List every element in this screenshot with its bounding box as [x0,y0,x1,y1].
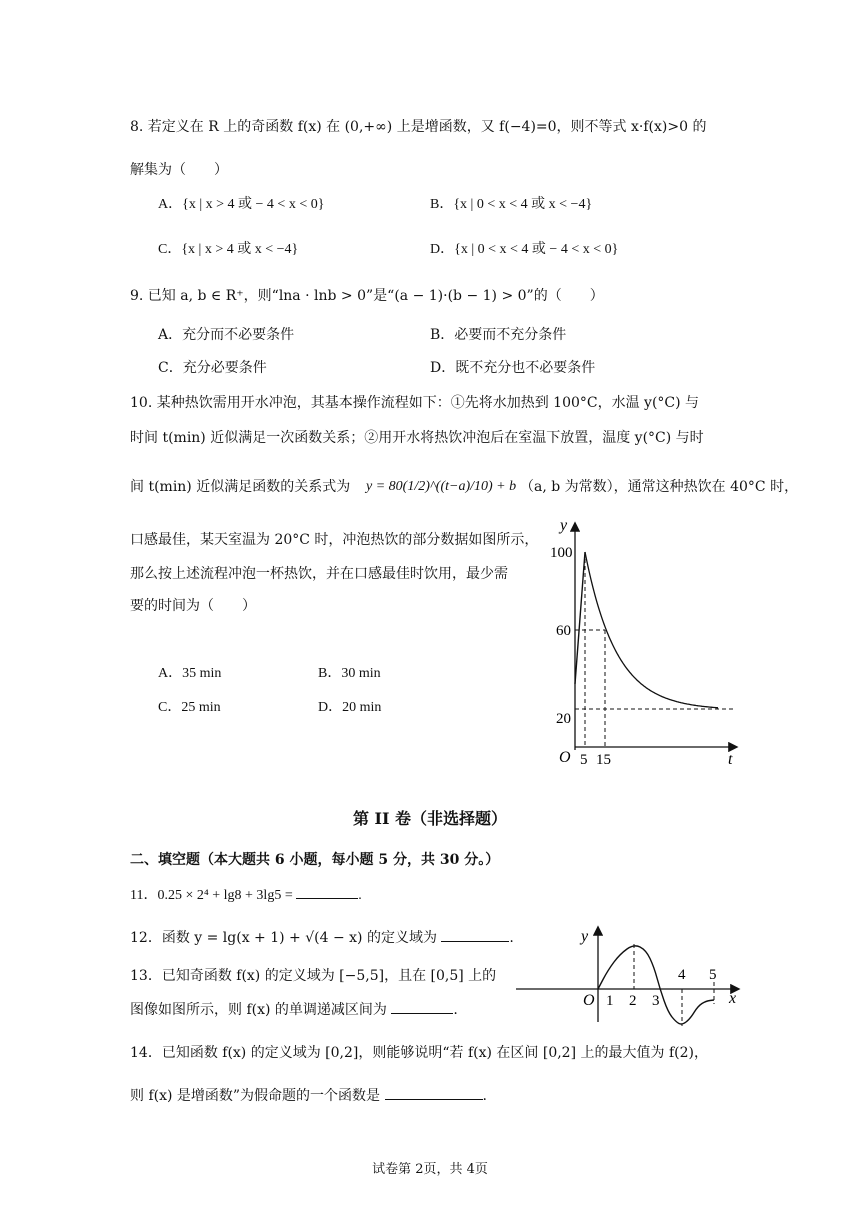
q14-stem-line2 [130,1086,487,1106]
q10-option-a: A．35 min [158,666,222,681]
q14-stem-line1: 14．已知函数 f(x) 的定义域为 [0,2]，则能够说明“若 f(x) 在区间 [0,2] 上的最大值为 f(2)， [130,1045,708,1061]
q14-period: . [482,1088,487,1104]
q9-option-d: D．既不充分也不必要条件 [430,360,596,376]
q12-text: 12．函数 y = lg(x + 1) + √(4 − x) 的定义域为 [130,930,437,946]
q10-heating-segment [575,552,585,684]
q10-stem-line6: 要的时间为（ ） [130,598,256,614]
q13-text: 图像如图所示，则 f(x) 的单调递减区间为 [130,1002,387,1018]
q13-function-curve [598,946,714,1024]
q10-stem-line1: 10. 某种热饮需用开水冲泡，其基本操作流程如下：①先将水加热到 100°C，水温 y(°C) 与 [130,395,700,411]
q8-stem-line1: 8. 若定义在 R 上的奇函数 f(x) 在 (0,+∞) 上是增函数，又 f(−4)=0，则不等式 x·f(x)>0 的 [130,119,707,135]
fill-in-header: 二、填空题（本大题共 6 小题，每小题 5 分，共 30 分。） [130,852,500,868]
q13-tick-1: 1 [606,993,614,1009]
section-ii-title: 第 II 卷（非选择题） [352,809,508,828]
q10-stem-line3-post: （a, b 为常数），通常这种热饮在 40°C 时， [520,479,799,495]
q8-stem-line2: 解集为（ ） [130,162,228,178]
q10-stem-line2: 时间 t(min) 近似满足一次函数关系；②用开水将热饮冲泡后在室温下放置，温度 y(°C) 与时 [130,430,704,446]
q9-option-a: A．充分而不必要条件 [158,327,295,343]
q10-y-axis-label: y [560,517,568,534]
q9-stem: 9. 已知 a, b ∈ R⁺，则“lna · lnb > 0”是“(a − 1)·(b − 1) > 0”的（ ） [130,288,604,304]
q14-text: 则 f(x) 是增函数”为假命题的一个函数是 [130,1088,381,1104]
q10-stem-line5: 那么按上述流程冲泡一杯热饮，并在口感最佳时饮用，最少需 [130,566,508,582]
q10-y-tick-100: 100 [550,545,573,561]
q10-x-axis-label: t [728,751,733,768]
q13-tick-3: 3 [652,993,660,1009]
q12-stem [130,928,514,948]
q10-y-tick-20: 20 [556,711,571,727]
q13-stem-line2 [130,1000,458,1020]
q11-stem: 11．0.25 × 2⁴ + lg8 + 3lg5 = . [130,885,362,906]
q10-option-b: B．30 min [318,666,381,681]
q13-function-graph [512,922,748,1030]
q13-answer-blank[interactable] [391,1000,453,1014]
q12-answer-blank[interactable] [441,928,509,942]
q13-tick-5: 5 [709,967,717,983]
q10-x-tick-5: 5 [580,752,588,768]
q13-tick-4: 4 [678,967,686,983]
q13-tick-2: 2 [629,993,637,1009]
q13-origin-label: O [583,992,595,1009]
q14-answer-blank[interactable] [385,1086,483,1100]
q10-option-d: D．20 min [318,700,382,715]
q10-temperature-graph [548,510,748,770]
q13-x-axis-label: x [729,990,737,1007]
page-footer: 试卷第 2页，共 4页 [372,1162,488,1177]
q10-x-tick-15: 15 [596,752,611,768]
q9-option-b: B．必要而不充分条件 [430,327,567,343]
q8-option-a: A．{x | x > 4 或 − 4 < x < 0} [158,197,325,212]
q10-origin-label: O [559,749,571,766]
q8-option-b: B．{x | 0 < x < 4 或 x < −4} [430,197,593,212]
q13-period: . [453,1002,458,1018]
q13-stem-line1: 13．已知奇函数 f(x) 的定义域为 [−5,5]，且在 [0,5] 上的 [130,968,497,984]
q11-text: 11．0.25 × 2⁴ + lg8 + 3lg5 = [130,888,293,903]
q10-stem-line4: 口感最佳，某天室温为 20°C 时，冲泡热饮的部分数据如图所示， [130,532,539,548]
q12-period: . [509,930,514,946]
q9-option-c: C．充分必要条件 [158,360,267,376]
q11-answer-blank[interactable] [296,885,358,899]
q10-formula: y = 80(1/2)^((t−a)/10) + b [366,479,517,494]
q8-option-d: D．{x | 0 < x < 4 或 − 4 < x < 0} [430,242,619,257]
q8-option-c: C．{x | x > 4 或 x < −4} [158,242,299,257]
q10-option-c: C．25 min [158,700,221,715]
q10-stem-line3-pre: 间 t(min) 近似满足函数的关系式为 [130,479,351,495]
q13-y-axis-label: y [581,928,589,945]
q10-y-tick-60: 60 [556,623,571,639]
